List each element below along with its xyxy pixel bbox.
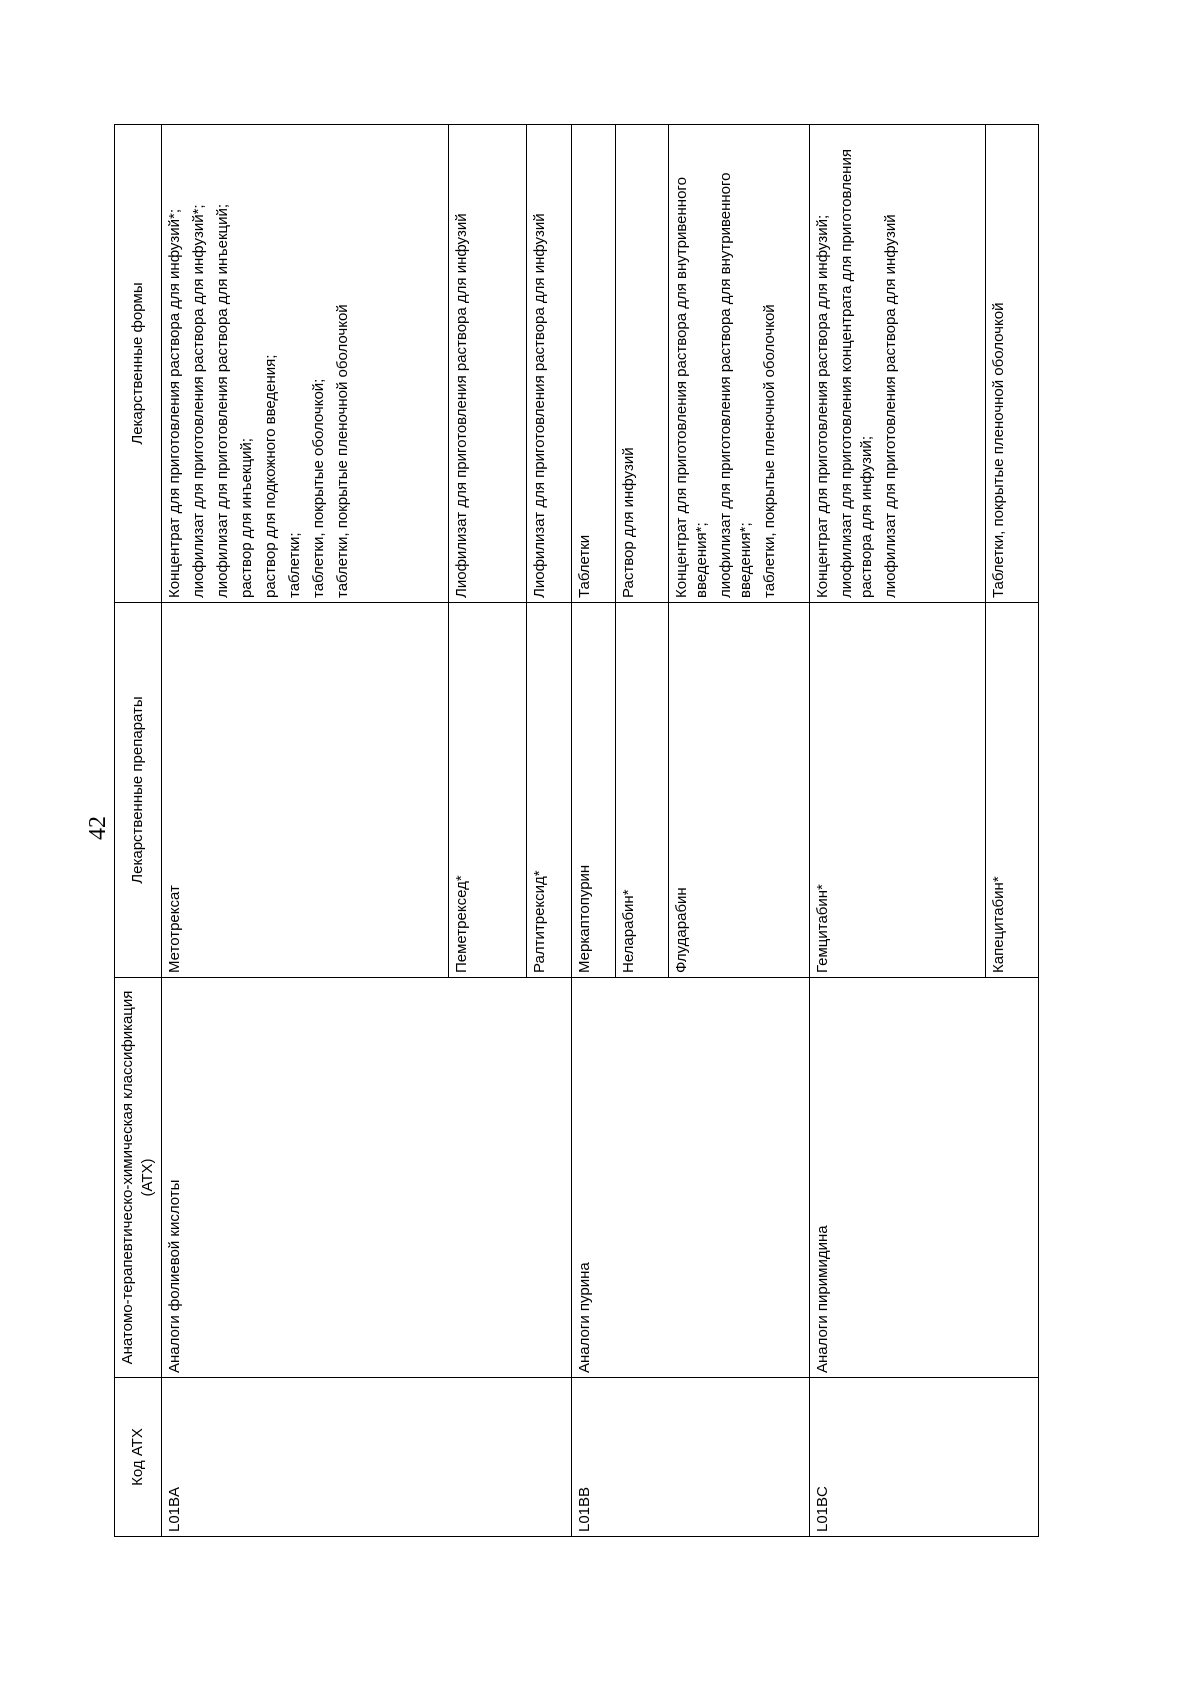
drug-cell: Флударабин <box>668 603 809 978</box>
form-item: Таблетки, покрытые пленочной оболочкой <box>990 302 1008 598</box>
rotated-table-container <box>114 125 1039 1537</box>
drug-cell: Меркаптопурин <box>571 603 615 978</box>
table-row <box>809 125 986 1537</box>
atc-group-cell: Аналоги фолиевой кислоты <box>162 978 572 1378</box>
form-item: таблетки, покрытые пленочной оболочкой <box>334 304 351 598</box>
form-item: таблетки, покрытые пленочной оболочкой <box>760 304 778 598</box>
atc-code-cell: L01BA <box>162 1378 572 1537</box>
form-item: лиофилизат для приготовления раствора для внутривенного введения*; <box>716 172 754 598</box>
atc-group-cell: Аналоги пиримидина <box>809 978 1038 1378</box>
page-number: 42 <box>85 816 111 840</box>
drug-cell: Ралтитрексид* <box>527 603 571 978</box>
drug-cell: Гемцитабин* <box>809 603 986 978</box>
forms-cell <box>527 125 571 603</box>
form-item: раствор для инъекций; <box>238 438 255 598</box>
forms-cell <box>809 125 986 603</box>
form-item: таблетки, покрытые оболочкой; <box>310 378 327 598</box>
atc-table <box>114 124 1039 1537</box>
form-item: Концентрат для приготовления раствора для инфузий*; <box>166 208 183 598</box>
forms-cell <box>668 125 809 603</box>
drug-cell: Метотрексат <box>162 603 449 978</box>
table-row <box>571 125 615 1537</box>
form-item: Концентрат для приготовления раствора для внутривенного введения*; <box>672 177 710 598</box>
form-item: лиофилизат для приготовления концентрата для приготовления раствора для инфузий; <box>837 149 875 598</box>
form-item: Концентрат для приготовления раствора для инфузий; <box>813 214 831 598</box>
table-row <box>162 125 449 1537</box>
form-item: Лиофилизат для приготовления раствора для инфузий <box>452 213 470 598</box>
header-code: Код АТХ <box>115 1378 162 1537</box>
atc-code-cell: L01BB <box>571 1378 809 1537</box>
atc-group-cell: Аналоги пурина <box>571 978 809 1378</box>
form-item: таблетки; <box>286 532 303 598</box>
form-item: Таблетки <box>575 534 593 598</box>
form-item: лиофилизат для приготовления раствора для инъекций; <box>214 203 231 598</box>
form-item: раствор для подкожного введения; <box>262 354 279 598</box>
atc-code-cell: L01BC <box>809 1378 1038 1537</box>
header-atc: Анатомо-терапевтическо-химическая классификация (АТХ) <box>115 978 162 1378</box>
drug-cell: Пеметрексед* <box>448 603 527 978</box>
header-forms: Лекарственные формы <box>115 125 162 603</box>
forms-cell <box>986 125 1039 603</box>
header-drug: Лекарственные препараты <box>115 603 162 978</box>
forms-cell <box>162 125 449 603</box>
form-item: лиофилизат для приготовления раствора для инфузий*; <box>190 204 207 598</box>
drug-cell: Неларабин* <box>616 603 668 978</box>
table-header-row <box>115 125 162 1537</box>
form-item: лиофилизат для приготовления раствора для инфузий <box>881 214 899 598</box>
drug-cell: Капецитабин* <box>986 603 1039 978</box>
forms-cell <box>571 125 615 603</box>
form-item: Лиофилизат для приготовления раствора для инфузий <box>531 213 549 598</box>
forms-cell <box>616 125 668 603</box>
form-item: Раствор для инфузий <box>620 447 638 598</box>
forms-cell <box>448 125 527 603</box>
